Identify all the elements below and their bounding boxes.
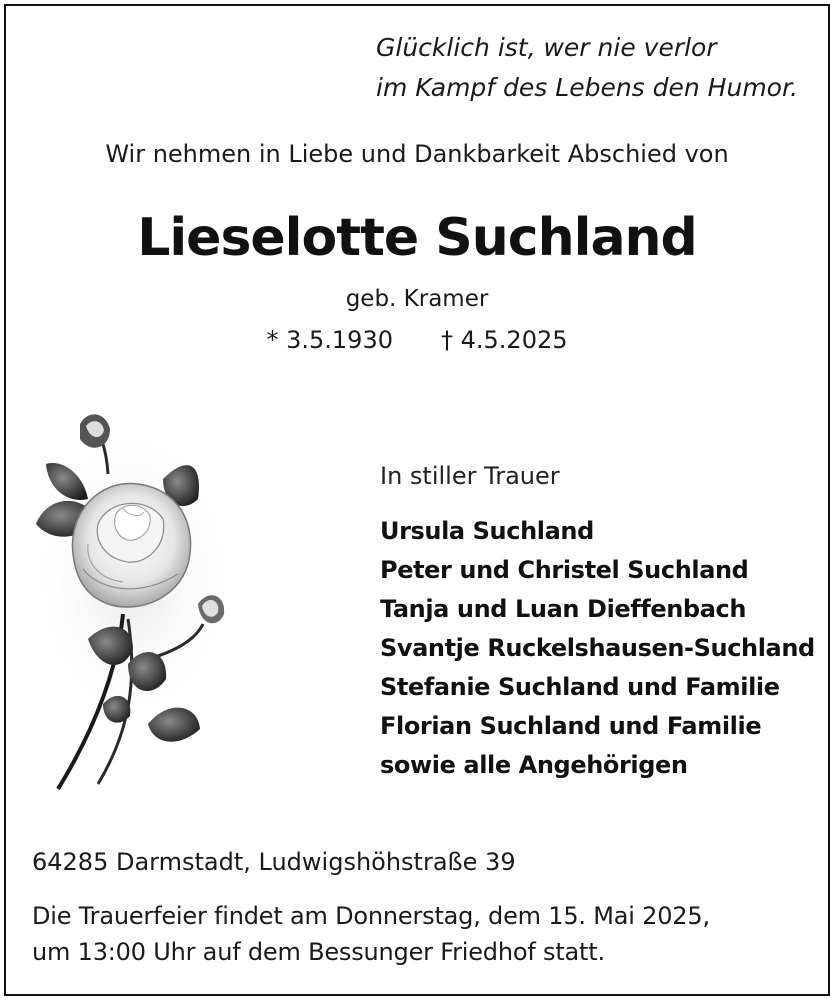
rose-icon: [28, 404, 238, 794]
mourner-item: Florian Suchland und Familie: [380, 712, 762, 740]
ceremony-line-2: um 13:00 Uhr auf dem Bessunger Friedhof statt.: [32, 938, 605, 966]
motto-line-1: Glücklich ist, wer nie verlor: [376, 33, 717, 62]
maiden-name: geb. Kramer: [345, 286, 489, 312]
life-dates: [0, 326, 834, 354]
address: 64285 Darmstadt, Ludwigshöhstraße 39: [32, 848, 516, 876]
deceased-name: Lieselotte Suchland: [137, 208, 697, 268]
motto-quote: [376, 28, 798, 108]
ceremony-line-1: Die Trauerfeier findet am Donnerstag, dem 15. Mai 2025,: [32, 902, 710, 930]
ceremony-info: [32, 898, 710, 970]
motto-line-2: im Kampf des Lebens den Humor.: [376, 73, 798, 102]
mourner-item: sowie alle Angehörigen: [380, 751, 688, 779]
mourner-item: Ursula Suchland: [380, 517, 594, 545]
mourning-label: In stiller Trauer: [380, 462, 560, 490]
mourner-item: Stefanie Suchland und Familie: [380, 673, 780, 701]
mourners-list: [380, 512, 815, 785]
birth-date: * 3.5.1930: [266, 326, 393, 354]
mourner-item: Peter und Christel Suchland: [380, 556, 749, 584]
death-date: † 4.5.2025: [441, 326, 568, 354]
mourner-item: Svantje Ruckelshausen-Suchland: [380, 634, 815, 662]
mourner-item: Tanja und Luan Dieffenbach: [380, 595, 747, 623]
intro-text: Wir nehmen in Liebe und Dankbarkeit Abschied von: [105, 140, 729, 168]
